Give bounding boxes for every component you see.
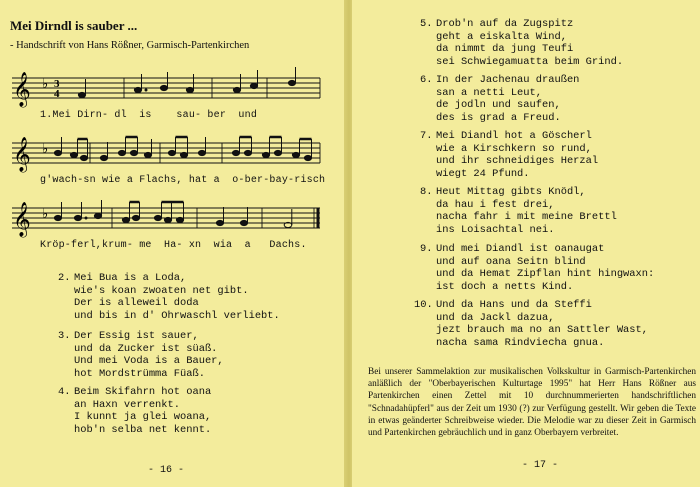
page-number-right: - 17 - (522, 460, 559, 471)
editorial-note: Bei unserer Sammelaktion zur musikalischen Volkskultur in Garmisch-Partenkirchen anläßlich der "Oberbayerischen Kulturtage 1995" hat Herr Hans Rößner aus Partenkirchen einen Zettel mit 10 durchnummerierten handschriftlichen "Schnadahüpferl" aus der Zeit um 1930 (?) zur Verfügung gestellt. Wir geben die Texte in etwas geänderter Schreibweise wieder. Die Melodie war zu dieser Zeit in Garmisch und Partenkirchen gebräuchlich und in ganz Oberbayern verbreitet. (368, 367, 696, 439)
verse-9: 9. Und mei Diandl ist oanaugat und auf oana Seitn blind und da Hemat Zipflan hint hingwaxn: ist doch a netts Kind. (420, 243, 655, 293)
treble-clef-icon: 𝄞 (13, 72, 31, 107)
lyric-line-2: g'wach-sn wie a Flachs, hat a o-ber-bay-risch (40, 175, 326, 186)
svg-text:♭: ♭ (42, 77, 49, 92)
music-staff-3 (12, 196, 322, 240)
verse-5: 5. Drob'n auf da Zugspitz geht a eiskalta Wind, da nimmt da jung Teufi sei Schwiegamuatta beim Grind. (420, 18, 624, 68)
lyric-line-1: 1.Mei Dirn- dl is sau- ber und (40, 110, 258, 121)
song-source: - Handschrift von Hans Rößner, Garmisch-Partenkirchen (10, 40, 250, 51)
music-staff-1 (12, 66, 322, 110)
svg-text:♭: ♭ (42, 142, 49, 157)
svg-text:4: 4 (54, 88, 60, 100)
music-staff-2 (12, 131, 322, 175)
page-number-left: - 16 - (148, 465, 185, 476)
verse-4: 4. Beim Skifahrn hot oana an Haxn verrenkt. I kunnt ja glei woana, hob'n selba net kennt. (58, 386, 212, 436)
svg-text:♭: ♭ (42, 207, 49, 222)
page-left (0, 0, 346, 487)
song-title: Mei Dirndl is sauber ... (10, 18, 138, 33)
svg-text:𝄞: 𝄞 (13, 202, 31, 237)
page-right (352, 0, 700, 487)
svg-text:3: 3 (54, 78, 60, 90)
lyric-line-3: Kröp-ferl,krum- me Ha- xn wia a Dachs. (40, 240, 307, 251)
verse-8: 8. Heut Mittag gibts Knödl, da hau i fest drei, nacha fahr i mit meine Brettl ins Loisachtal nei. (420, 186, 617, 236)
svg-text:𝄞: 𝄞 (13, 137, 31, 172)
verse-10: 10. Und da Hans und da Steffi und da Jackl dazua, jezt brauch ma no an Sattler Wast, nacha sama Rindviecha gnua. (414, 299, 649, 349)
verse-3: 3. Der Essig ist sauer, und da Zucker ist süaß. Und mei Voda is a Bauer, hot Mordstrümma Füaß. (58, 330, 224, 380)
verse-6: 6. In der Jachenau draußen san a netti Leut, de jodln und saufen, des is grad a Freud. (420, 74, 580, 124)
verse-7: 7. Mei Diandl hot a Göscherl wie a Kirschkern so rund, und ihr schneidiges Herzal wiegt 24 Pfund. (420, 130, 599, 180)
verse-2: 2. Mei Bua is a Loda, wie's koan zwoaten net gibt. Der is alleweil doda und bis in d' Ohrwaschl verliebt. (58, 272, 280, 322)
